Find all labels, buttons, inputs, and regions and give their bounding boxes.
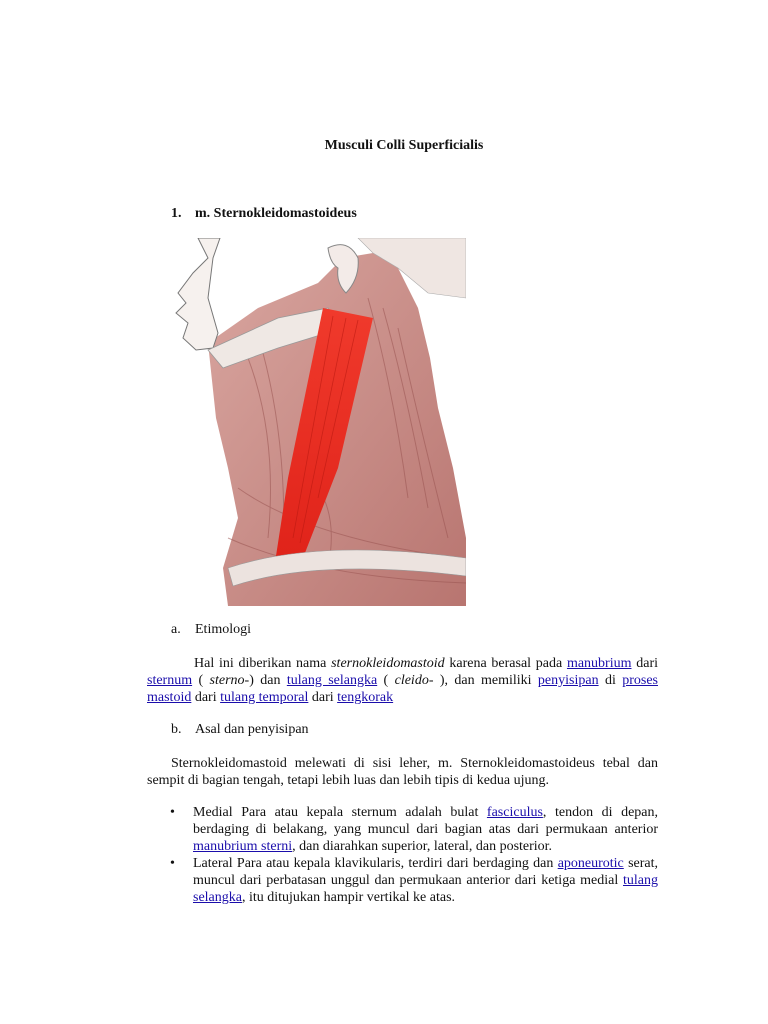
list-item [170, 804, 658, 855]
term-italic: sternokleidomastoid [331, 656, 445, 671]
text-run: , itu ditujukan hampir vertikal ke atas. [241, 890, 456, 905]
asal-paragraph: Sternokleidomastoid melewati di sisi leher, m. Sternokleidomastoideus tebal dan sempit di bagian tengah, tetapi lebih luas dan lebih tipis di kedua ujung. [147, 756, 658, 788]
link-fasciculus[interactable]: fasciculus [486, 805, 543, 820]
subsection-a-heading [171, 622, 251, 638]
link-tulang-temporal[interactable]: tulang temporal [220, 690, 309, 705]
link-tulang-selangka[interactable]: tulang selangka [286, 673, 378, 688]
text-run: dari [308, 690, 338, 705]
term-italic: cleido- [394, 673, 434, 688]
subsection-b-heading [171, 722, 309, 738]
link-manubrium-sterni[interactable]: manubrium sterni [193, 839, 293, 854]
text-run: dari [191, 690, 221, 705]
text-run: ) dan [249, 673, 287, 688]
section-title: m. Sternokleidomastoideus [195, 206, 357, 221]
link-proses-mastoid[interactable]: proses mastoid [147, 673, 658, 705]
link-tengkorak[interactable]: tengkorak [337, 690, 394, 705]
subsection-b-title: Asal dan penyisipan [195, 722, 309, 737]
list-item [170, 855, 658, 906]
bullet-list [170, 804, 658, 906]
text-run: serat, muncul dari perbatasan unggul dan permukaan anterior dari ketiga medial [193, 856, 658, 888]
subsection-a-letter: a. [171, 622, 181, 637]
text-run: Medial Para atau kepala sternum adalah bulat [193, 805, 487, 820]
bullet-icon: • [170, 856, 175, 871]
text-run: ( [377, 673, 395, 688]
text-run: di [598, 673, 623, 688]
neck-muscle-illustration [168, 238, 466, 606]
link-penyisipan[interactable]: penyisipan [537, 673, 599, 688]
text-run: dari [631, 656, 658, 671]
etimologi-paragraph [147, 655, 658, 706]
text-run: , dan diarahkan superior, lateral, dan posterior. [292, 839, 553, 854]
text-run: ), dan memiliki [433, 673, 538, 688]
term-italic: sterno- [209, 673, 250, 688]
subsection-a-title: Etimologi [195, 622, 251, 637]
document-title: Musculi Colli Superficialis [324, 138, 484, 153]
section-heading [171, 206, 357, 222]
text-run: Lateral Para atau kepala klavikularis, terdiri dari berdaging dan [193, 856, 558, 871]
section-number: 1. [171, 206, 182, 221]
link-manubrium[interactable]: manubrium [566, 656, 632, 671]
link-sternum[interactable]: sternum [147, 673, 193, 688]
link-aponeurotic[interactable]: aponeurotic [557, 856, 624, 871]
text-run: Hal ini diberikan nama [194, 656, 332, 671]
text-run: karena berasal pada [444, 656, 567, 671]
text-run: , tendon di depan, berdaging di belakang, yang muncul dari bagian atas dari permukaan anterior [193, 805, 659, 837]
text-run: ( [192, 673, 210, 688]
subsection-b-letter: b. [171, 722, 182, 737]
bullet-icon: • [170, 805, 175, 820]
link-tulang-selangka-2[interactable]: tulang selangka [193, 873, 658, 905]
